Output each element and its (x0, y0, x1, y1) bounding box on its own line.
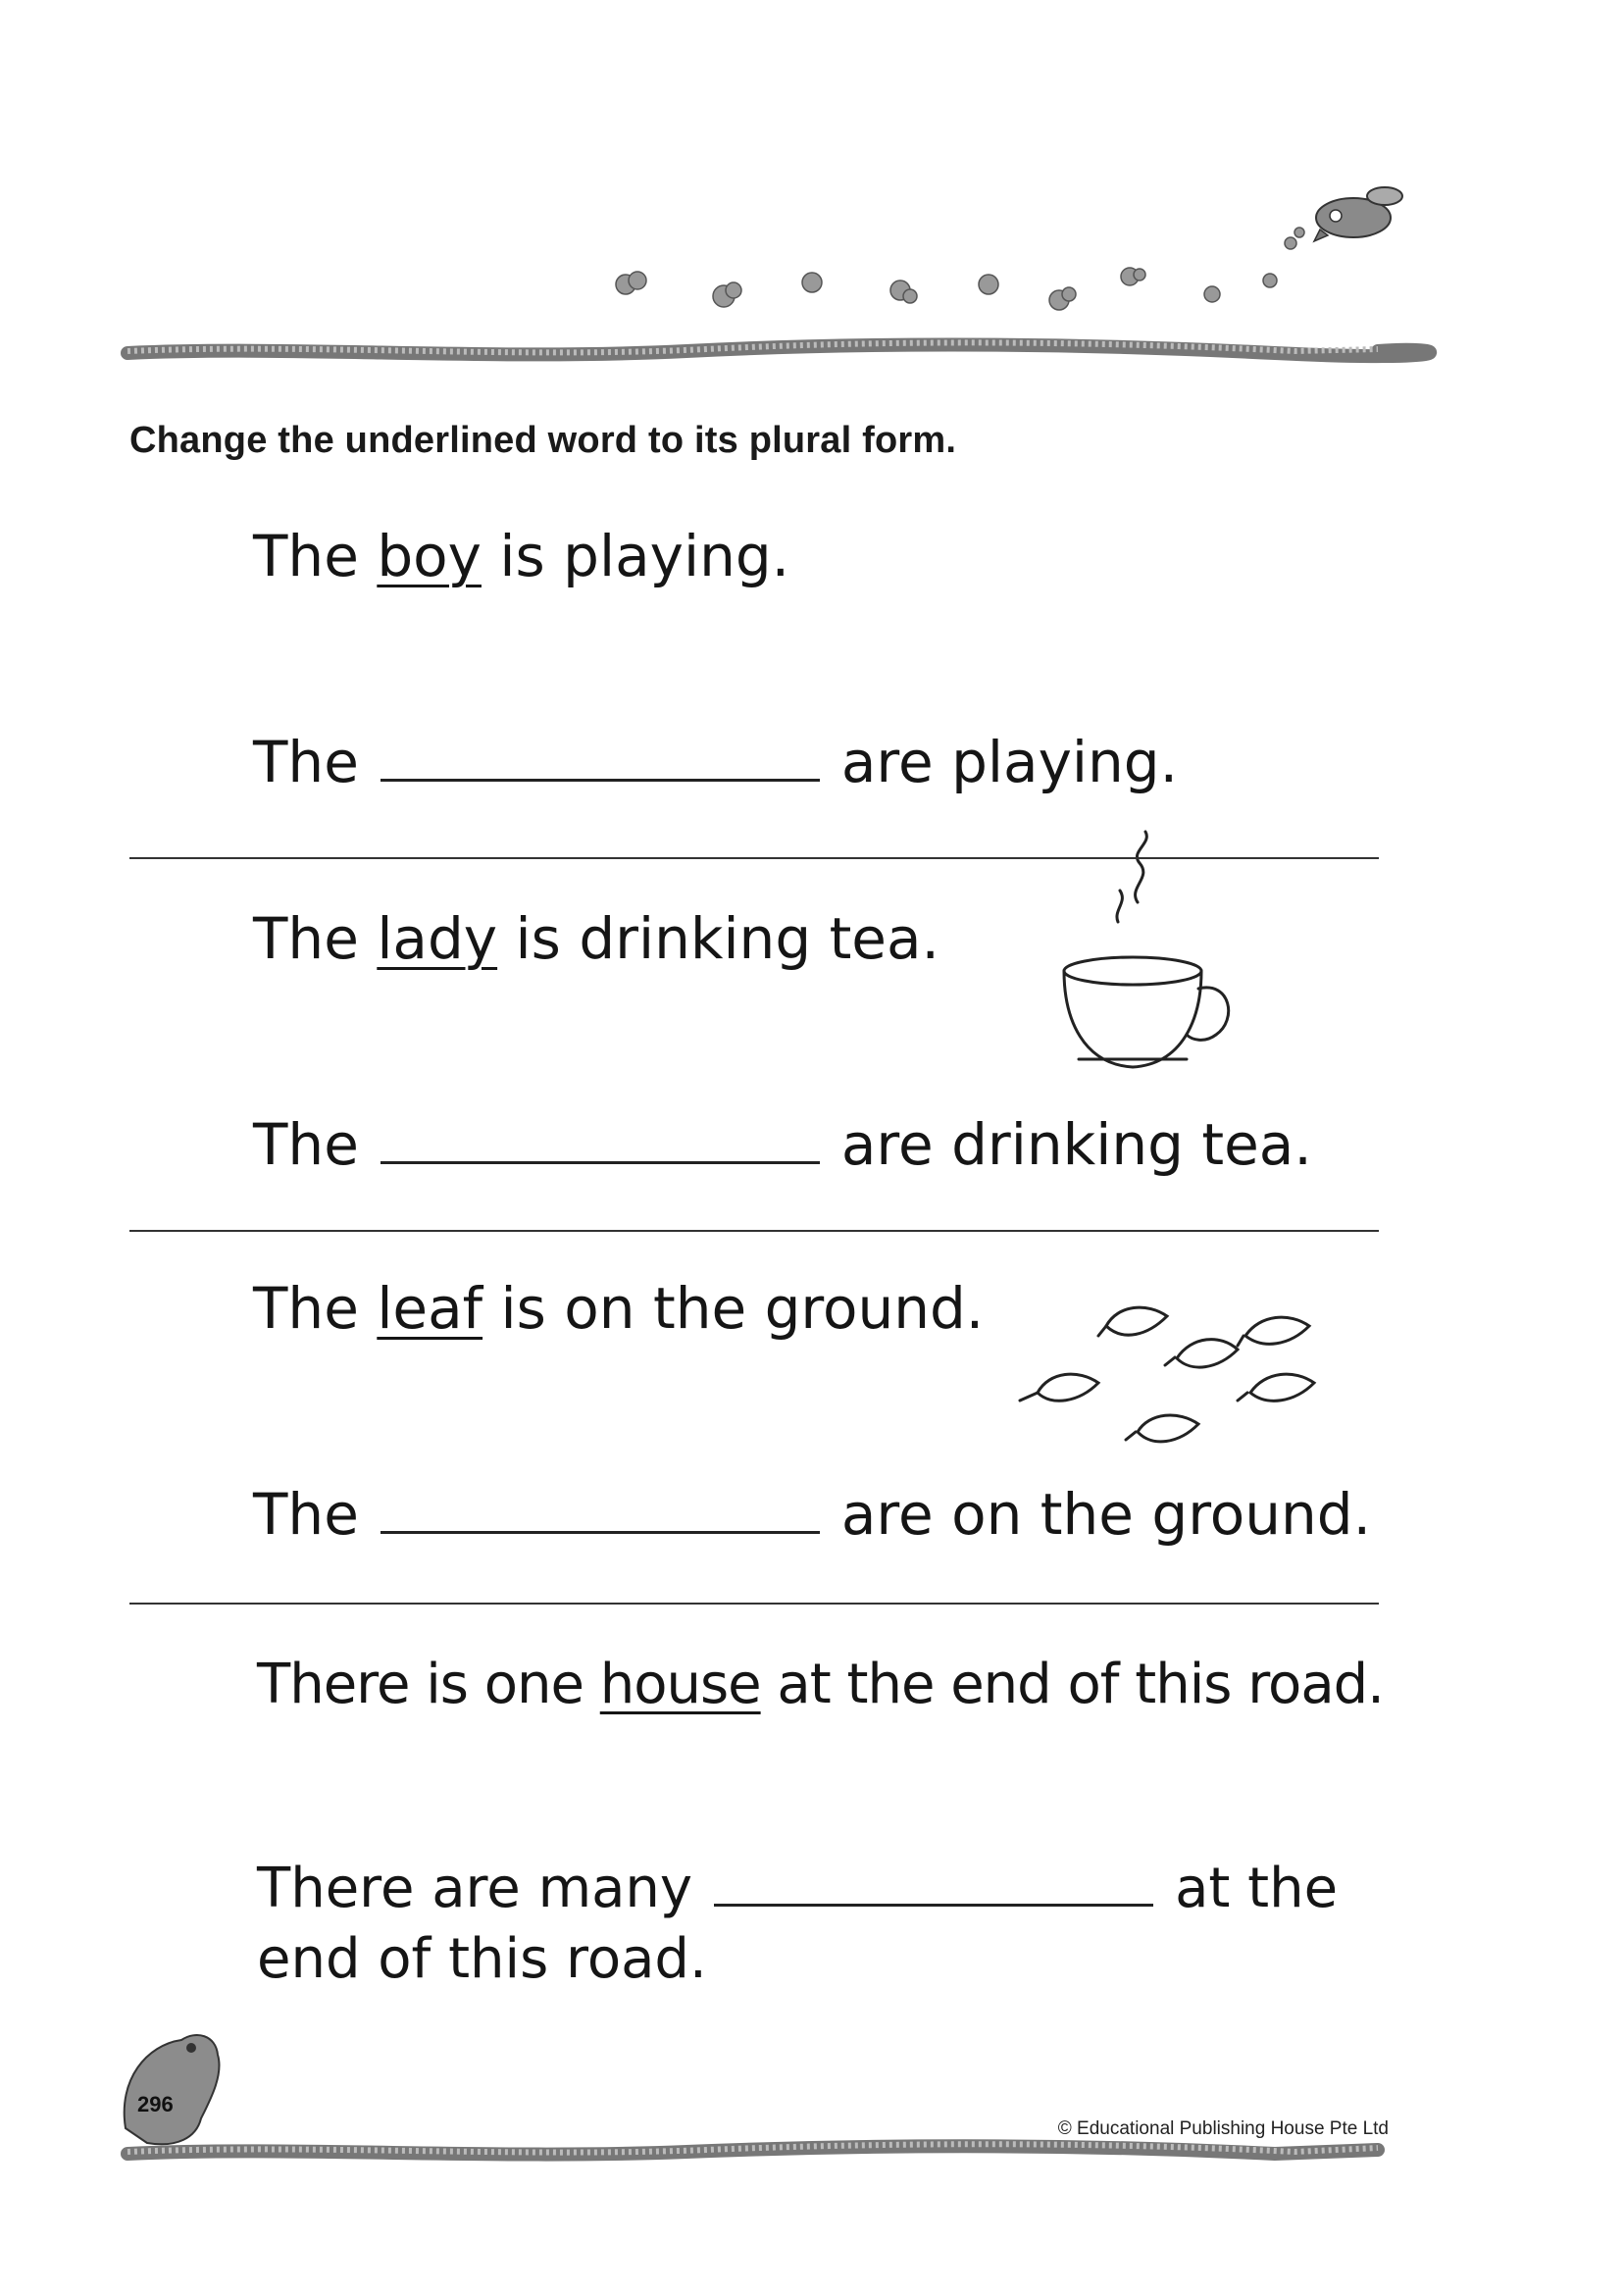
answer-prefix: The (253, 1481, 359, 1548)
prompt-text: is on the ground. (482, 1275, 985, 1342)
prompt-text: The (253, 1275, 378, 1342)
hippo-icon (125, 2035, 220, 2144)
section-divider (129, 1230, 1379, 1232)
leaves-icon (1020, 1307, 1314, 1442)
instruction-text: Change the underlined word to its plural form. (129, 420, 957, 461)
underlined-word: leaf (377, 1275, 483, 1342)
answer-prefix: There are many (257, 1857, 693, 1920)
answer-suffix: are on the ground. (840, 1481, 1372, 1548)
answer-blank[interactable] (381, 1155, 820, 1164)
question-2-prompt (253, 905, 939, 972)
copyright-text: © Educational Publishing House Pte Ltd (1057, 2118, 1389, 2139)
question-3-prompt (253, 1275, 985, 1342)
question-4-answer-line-2: end of this road. (257, 1927, 707, 1991)
underlined-word: lady (377, 905, 498, 972)
underlined-word: boy (377, 523, 482, 589)
answer-blank[interactable] (381, 1525, 820, 1534)
answer-suffix: are playing. (840, 729, 1179, 795)
question-1-answer (253, 729, 1179, 795)
prompt-text: There is one (257, 1653, 600, 1716)
answer-suffix: at the (1175, 1857, 1339, 1920)
prompt-text: is playing. (481, 523, 790, 589)
answer-prefix: The (253, 729, 359, 795)
prompt-text: The (253, 905, 378, 972)
bottom-border (127, 2144, 1378, 2154)
answer-blank[interactable] (381, 773, 820, 782)
question-3-answer (253, 1481, 1372, 1548)
answer-blank[interactable] (714, 1898, 1153, 1907)
prompt-text: The (253, 523, 378, 589)
teacup-icon (1064, 832, 1229, 1067)
cloud-trail-icon (616, 228, 1304, 310)
question-2-answer (253, 1111, 1312, 1178)
top-border (127, 342, 1430, 356)
question-4-answer-line-1 (257, 1857, 1339, 1920)
section-divider (129, 857, 1379, 859)
answer-suffix: are drinking tea. (840, 1111, 1312, 1178)
answer-prefix: The (253, 1111, 359, 1178)
question-1-prompt (253, 523, 790, 589)
page-number: 296 (137, 2092, 174, 2116)
prompt-text: is drinking tea. (497, 905, 939, 972)
question-4-prompt (257, 1653, 1384, 1716)
hot-air-balloon-icon (1314, 187, 1402, 241)
underlined-word: house (599, 1653, 761, 1716)
prompt-text: at the end of this road. (760, 1653, 1384, 1716)
section-divider (129, 1603, 1379, 1605)
